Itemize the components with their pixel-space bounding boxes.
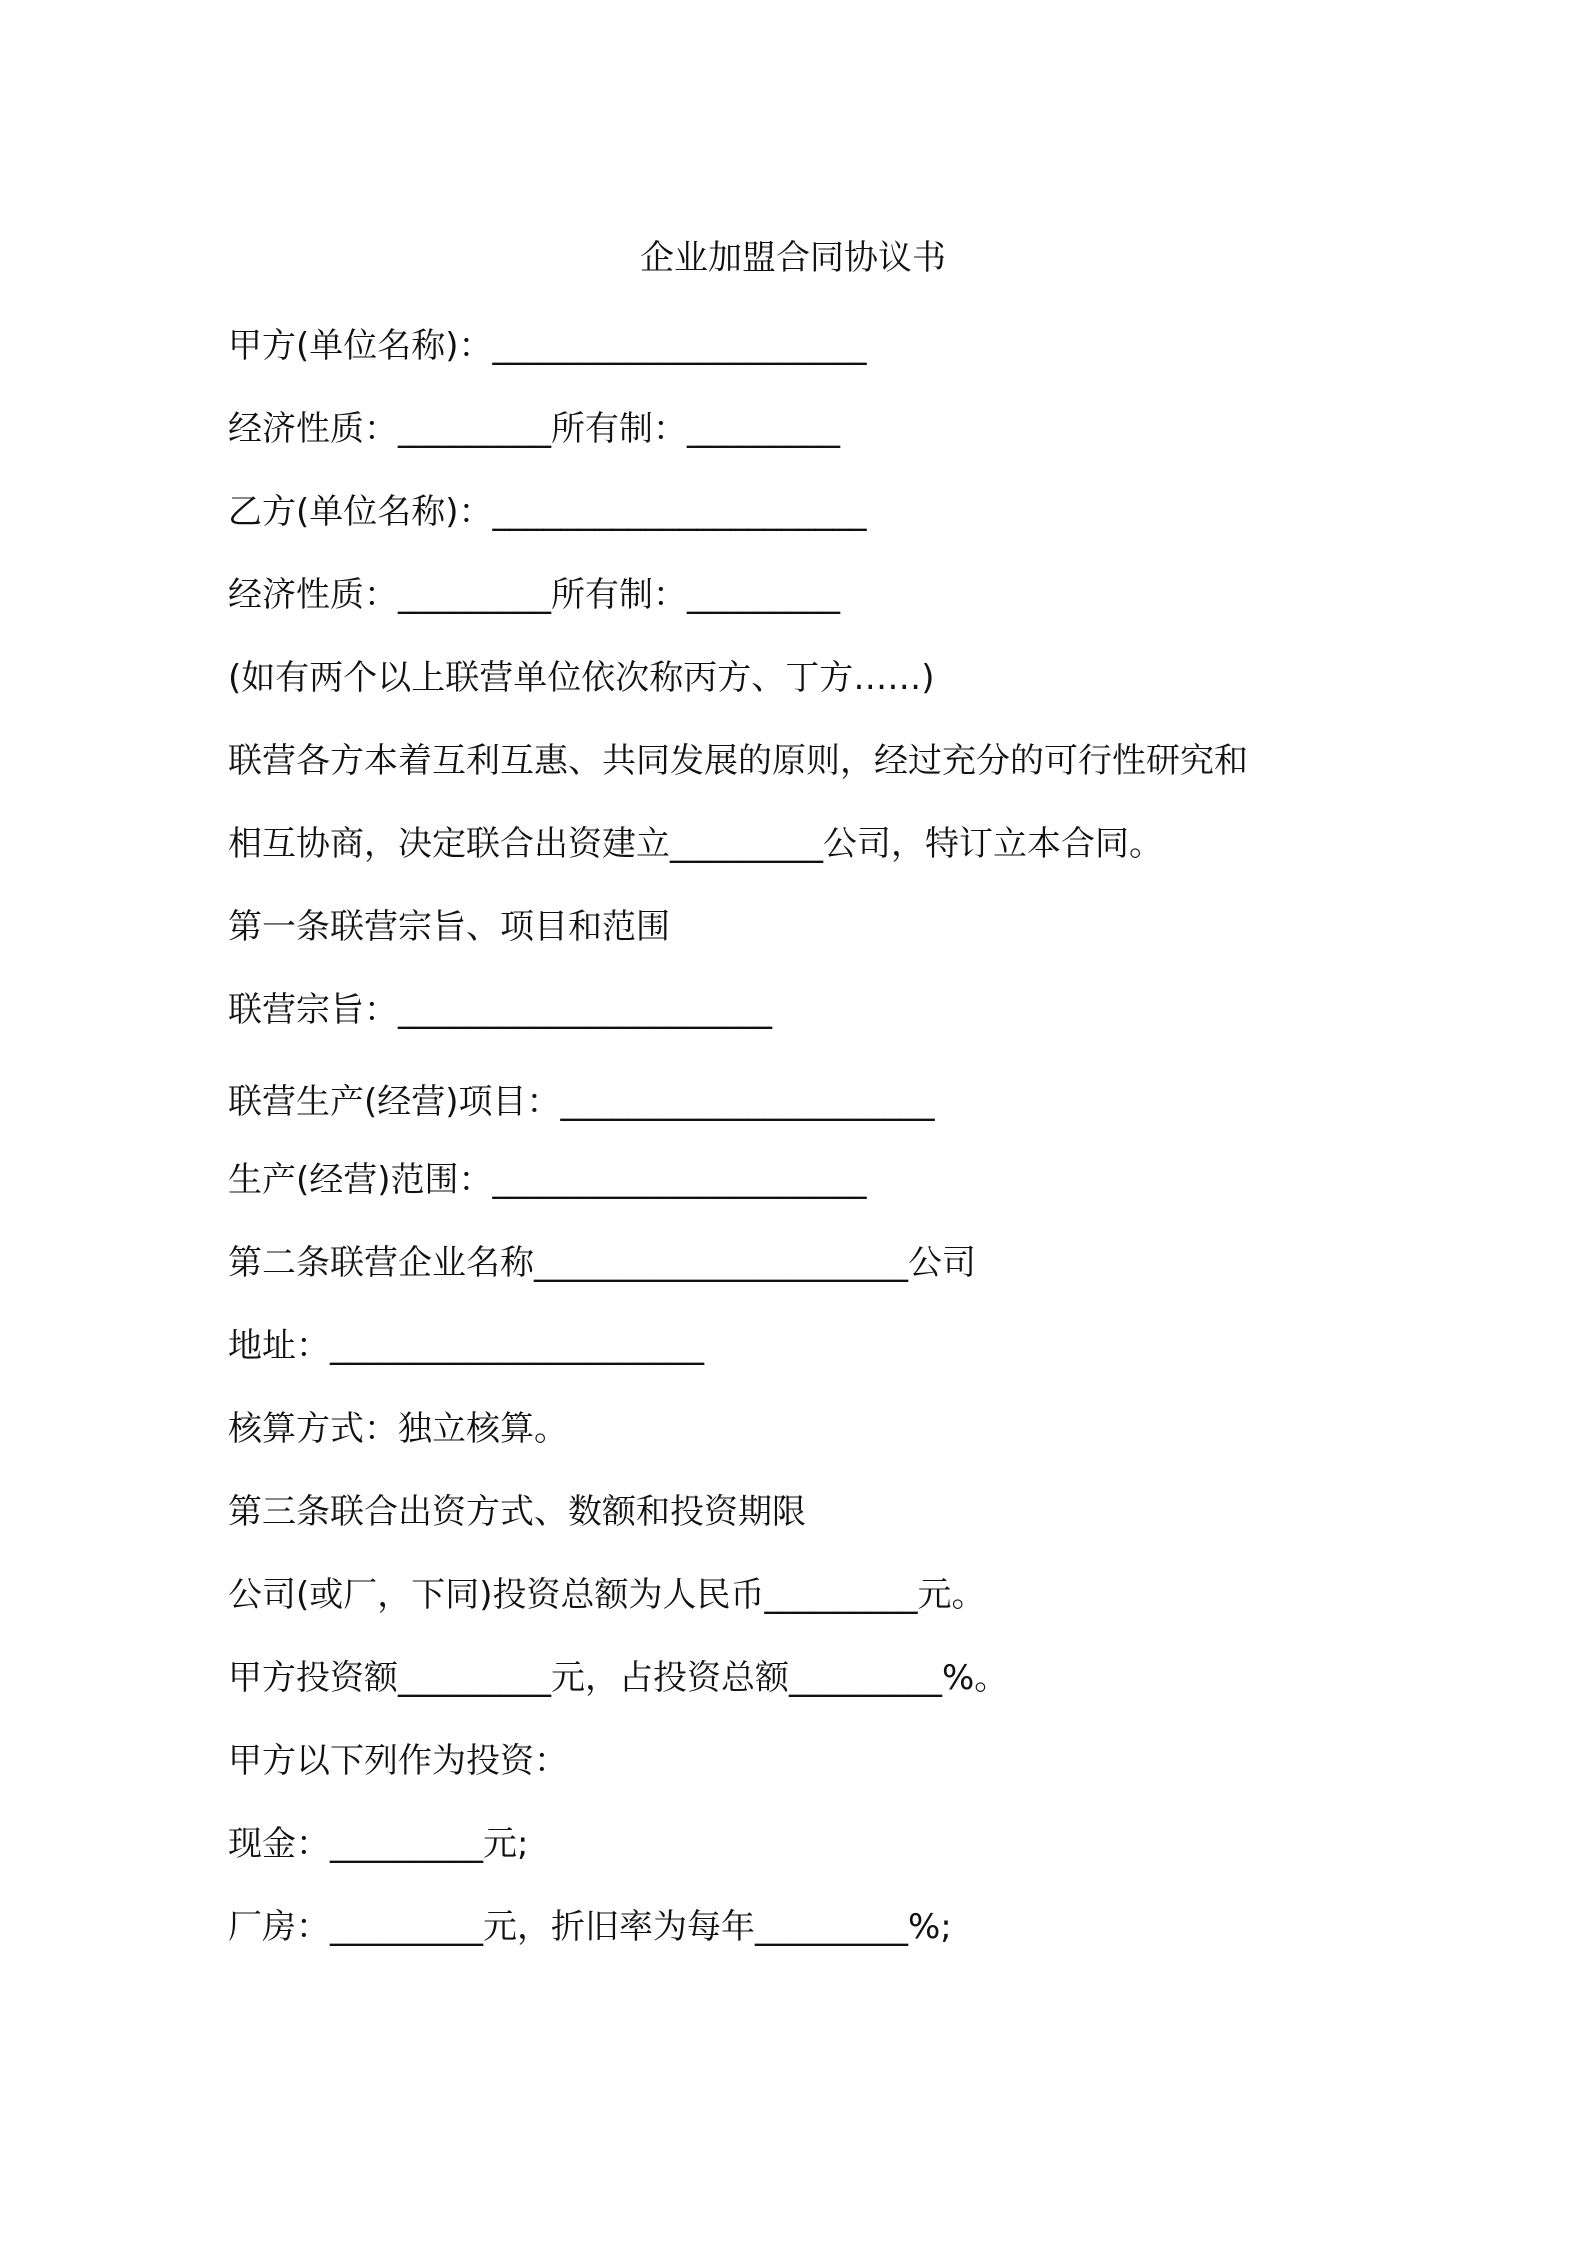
preamble-line-1: 联营各方本着互利互惠、共同发展的原则，经过充分的可行性研究和 <box>228 741 1248 781</box>
total-investment-line: 公司(或厂，下同)投资总额为人民币_________元。 <box>228 1575 986 1615</box>
party-a-investment-line: 甲方投资额_________元，占投资总额_________%。 <box>228 1658 1009 1698</box>
production-scope-line: 生产(经营)范围：______________________ <box>228 1160 867 1200</box>
preamble-line-2: 相互协商，决定联合出资建立_________公司，特订立本合同。 <box>228 824 1163 864</box>
party-a-investment-items-heading: 甲方以下列作为投资： <box>228 1741 568 1781</box>
accounting-method-line: 核算方式：独立核算。 <box>228 1409 568 1449</box>
additional-parties-note: (如有两个以上联营单位依次称丙方、丁方……) <box>228 658 935 698</box>
factory-building-investment-line: 厂房：_________元，折旧率为每年_________%; <box>228 1907 952 1947</box>
production-project-line: 联营生产(经营)项目：______________________ <box>228 1082 935 1122</box>
party-b-economic-nature-line: 经济性质：_________所有制：_________ <box>228 575 840 615</box>
article-2-heading: 第二条联营企业名称______________________公司 <box>228 1243 976 1283</box>
cash-investment-line: 现金：_________元; <box>228 1824 529 1864</box>
party-b-name-line: 乙方(单位名称)：______________________ <box>228 492 867 532</box>
article-1-heading: 第一条联营宗旨、项目和范围 <box>228 907 670 947</box>
document-title: 企业加盟合同协议书 <box>640 238 946 278</box>
joint-venture-purpose-line: 联营宗旨：______________________ <box>228 990 772 1030</box>
party-a-economic-nature-line: 经济性质：_________所有制：_________ <box>228 409 840 449</box>
party-a-name-line: 甲方(单位名称)：______________________ <box>228 326 867 366</box>
article-3-heading: 第三条联合出资方式、数额和投资期限 <box>228 1492 806 1532</box>
address-line: 地址：______________________ <box>228 1326 704 1366</box>
